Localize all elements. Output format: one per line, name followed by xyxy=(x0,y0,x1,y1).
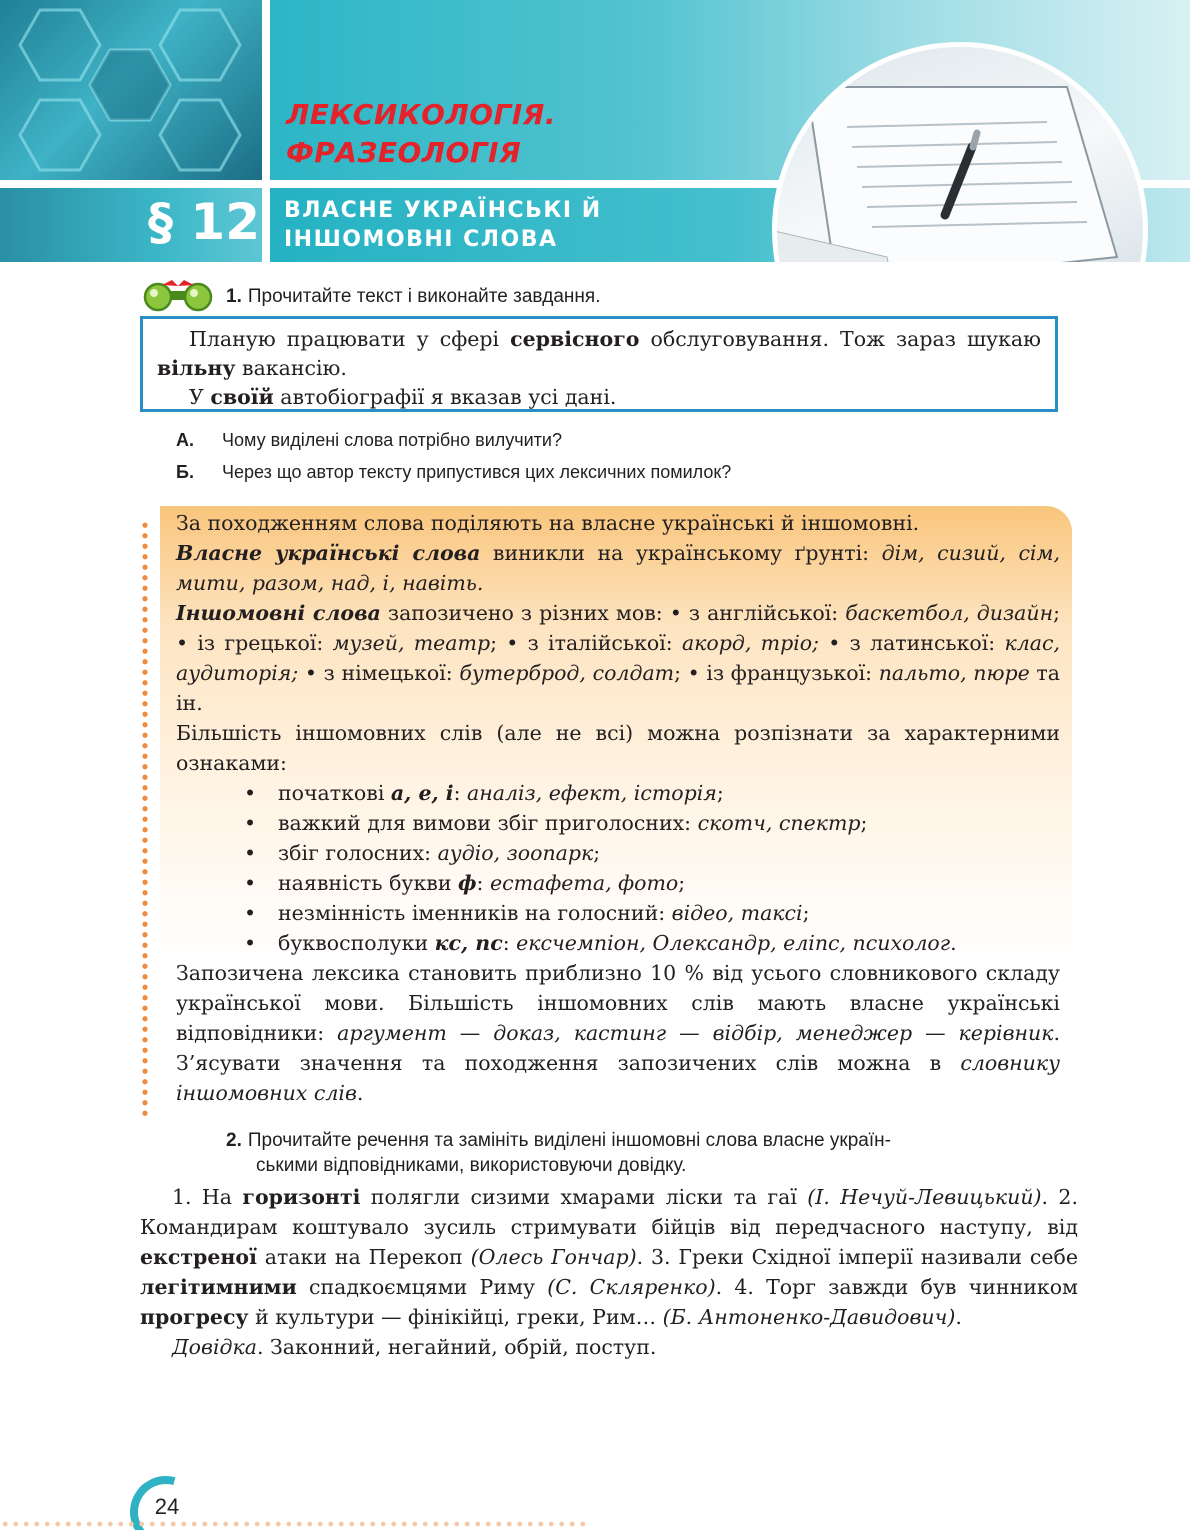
author: (І. Нечуй-Левицький) xyxy=(807,1185,1042,1209)
task-2-sentences xyxy=(140,1182,1078,1332)
task-1-paragraph-2 xyxy=(157,383,1041,412)
text-run: 1. На xyxy=(172,1185,243,1209)
letters: а, е, і xyxy=(390,781,454,805)
task-2-hint xyxy=(140,1332,1078,1362)
rule-intro: За походженням слова поділяють на власне українські й іншомовні. xyxy=(176,511,920,535)
examples: скотч, спектр xyxy=(697,811,861,835)
task-1-header xyxy=(226,284,600,309)
question-b xyxy=(176,460,731,484)
task-2-line-1 xyxy=(226,1128,1086,1153)
document-with-pen-photo xyxy=(772,42,1148,262)
examples: дім, сизий, сім, мити, разом, над, і, навіть. xyxy=(176,541,1061,595)
list-item xyxy=(244,808,1060,838)
features-list xyxy=(244,778,1060,958)
text-run: . xyxy=(950,931,957,955)
text-run: буквосполуки xyxy=(278,931,435,955)
text-run: ; xyxy=(860,811,868,835)
list-item xyxy=(244,778,1060,808)
hexagon-pattern-image xyxy=(0,0,262,180)
examples: аудіо, зоопарк xyxy=(437,841,594,865)
task-1-instruction: Прочитайте текст і виконайте завдання. xyxy=(247,286,601,307)
examples: аналіз, ефект, історія xyxy=(467,781,717,805)
binoculars-icon xyxy=(140,278,216,312)
question-letter: Б. xyxy=(176,462,194,482)
dotted-border-decoration xyxy=(141,520,149,1116)
page-number: 24 xyxy=(154,1494,180,1519)
text-run: наявність букви xyxy=(278,871,459,895)
text-run: . 2. Командирам коштувало зусиль стримувати бійців від передчасного наступу, від xyxy=(140,1185,1078,1239)
examples: ексчемпіон, Олександр, еліпс, психолог xyxy=(516,931,951,955)
dictionary-name: словнику іншомовних слів xyxy=(176,1051,1060,1105)
term: Власне українські слова xyxy=(176,541,481,565)
question-text: Через що автор тексту припустився цих лексичних помилок? xyxy=(222,462,732,482)
author: (Б. Антоненко-Давидович) xyxy=(662,1305,956,1329)
task-2-text xyxy=(140,1182,1078,1362)
section-number: § 12 xyxy=(148,193,260,251)
highlighted-word: своїй xyxy=(210,385,274,409)
rule-outro xyxy=(176,958,1060,1108)
examples: баскетбол, дизайн xyxy=(845,601,1054,625)
task-2-number: 2. xyxy=(226,1130,242,1151)
text-run: спадкоємцями Риму xyxy=(296,1275,548,1299)
task-2-header xyxy=(226,1128,1086,1178)
text-run: полягли сизими хмарами ліски та гаї xyxy=(360,1185,808,1209)
question-a xyxy=(176,428,562,452)
text-run: незмінність іменників на голосний: xyxy=(278,901,672,925)
text-run: : xyxy=(502,931,517,955)
chapter-banner xyxy=(0,0,1190,262)
question-text: Чому виділені слова потрібно вилучити? xyxy=(222,430,562,450)
text-run: початкові xyxy=(278,781,391,805)
examples: клас, аудиторія; xyxy=(176,631,1060,685)
task-2-instruction: Прочитайте речення та замініть виділені іншомовні слова власне україн- xyxy=(247,1130,891,1151)
term: Іншомовні слова xyxy=(176,601,381,625)
chapter-title xyxy=(286,96,646,172)
list-item xyxy=(244,898,1060,928)
task-1-paragraph-1 xyxy=(157,325,1041,383)
examples: естафета, фото xyxy=(489,871,679,895)
highlighted-word: легітимними xyxy=(140,1275,297,1299)
highlighted-word: сервісного xyxy=(510,327,640,351)
text-run: ; xyxy=(678,871,686,895)
rule-foreign-words xyxy=(176,598,1060,718)
rule-features-intro: Більшість іншомовних слів (але не всі) можна розпізнати за характерними ознаками: xyxy=(176,721,1060,775)
task-1-number: 1. xyxy=(226,286,242,307)
examples: пальто, пюре xyxy=(878,661,1030,685)
text-run: • з німецької: xyxy=(298,661,460,685)
chapter-title-line-1: ЛЕКСИКОЛОГІЯ. xyxy=(286,98,556,131)
examples: музей, театр xyxy=(332,631,491,655)
footer-dotted-line xyxy=(0,1520,590,1528)
text-run: : xyxy=(453,781,467,805)
letters: ф xyxy=(458,871,477,895)
text-run: ; • із грецької: xyxy=(176,601,1060,655)
question-letter: А. xyxy=(176,430,194,450)
hint-label: Довідка xyxy=(172,1335,257,1359)
text-run: атаки на Перекоп xyxy=(256,1245,471,1269)
task-2-line-2: ськими відповідниками, використовуючи довідку. xyxy=(256,1155,687,1176)
text-run: : xyxy=(476,871,490,895)
author: (Олесь Гончар) xyxy=(470,1245,637,1269)
text-run: . xyxy=(356,1081,364,1105)
highlighted-word: прогресу xyxy=(140,1305,249,1329)
highlighted-word: горизонті xyxy=(242,1185,361,1209)
rule-text xyxy=(176,508,1060,1108)
text-run: запозичено з різних мов: • з англійської: xyxy=(380,601,846,625)
examples: відео, таксі xyxy=(671,901,803,925)
text-run: . З’ясувати значення та походження запозичених слів можна в xyxy=(176,1021,1061,1075)
list-item xyxy=(244,838,1060,868)
text-run: обслуговування. Тож зараз шукаю xyxy=(639,327,1041,351)
text-run: виникли на українському ґрунті: xyxy=(480,541,882,565)
text-run: ; xyxy=(593,841,601,865)
section-title-line-2: ІНШОМОВНІ СЛОВА xyxy=(284,227,558,252)
list-item xyxy=(244,868,1060,898)
text-run: У xyxy=(189,385,211,409)
text-run: . 4. Торг завжди був чинником xyxy=(715,1275,1079,1299)
examples: аргумент — доказ, кастинг — відбір, менеджер — керівник xyxy=(337,1021,1054,1045)
highlighted-word: вільну xyxy=(157,356,236,380)
text-run: . 3. Греки Східної імперії називали себе xyxy=(636,1245,1078,1269)
text-run: та ін. xyxy=(176,661,1060,715)
text-run: Планую працювати у сфері xyxy=(189,327,511,351)
text-run: важкий для вимови збіг приголосних: xyxy=(278,811,698,835)
text-run: • з латинської: xyxy=(819,631,1005,655)
letters: кс, пс xyxy=(434,931,503,955)
task-1-text-box xyxy=(140,316,1058,412)
highlighted-word: екстреної xyxy=(140,1245,257,1269)
author: (С. Скляренко) xyxy=(547,1275,716,1299)
examples: акорд, тріо; xyxy=(681,631,819,655)
text-run: ; • з італійської: xyxy=(490,631,682,655)
text-run: збіг голосних: xyxy=(278,841,438,865)
text-run: ; xyxy=(802,901,810,925)
section-title xyxy=(284,196,664,254)
text-run: . xyxy=(955,1305,962,1329)
text-run: ; xyxy=(716,781,724,805)
text-run: автобіографії я вказав усі дані. xyxy=(273,385,617,409)
text-run: Запозичена лексика становить приблизно 10 % від усього словникового складу української мови. Більшість іншомовних слів мають власне українські відповідники: xyxy=(176,961,1060,1045)
text-run: вакансію. xyxy=(235,356,347,380)
examples: бутерброд, солдат xyxy=(459,661,675,685)
chapter-title-line-2: ФРАЗЕОЛОГІЯ xyxy=(286,136,522,169)
text-run: ; • із французької: xyxy=(674,661,879,685)
list-item xyxy=(244,928,1060,958)
hint-text: . Законний, негайний, обрій, поступ. xyxy=(256,1335,657,1359)
text-run: й культури — фінікійці, греки, Рим… xyxy=(248,1305,663,1329)
section-title-line-1: ВЛАСНЕ УКРАЇНСЬКІ Й xyxy=(284,198,602,223)
rule-native-words xyxy=(176,538,1060,598)
